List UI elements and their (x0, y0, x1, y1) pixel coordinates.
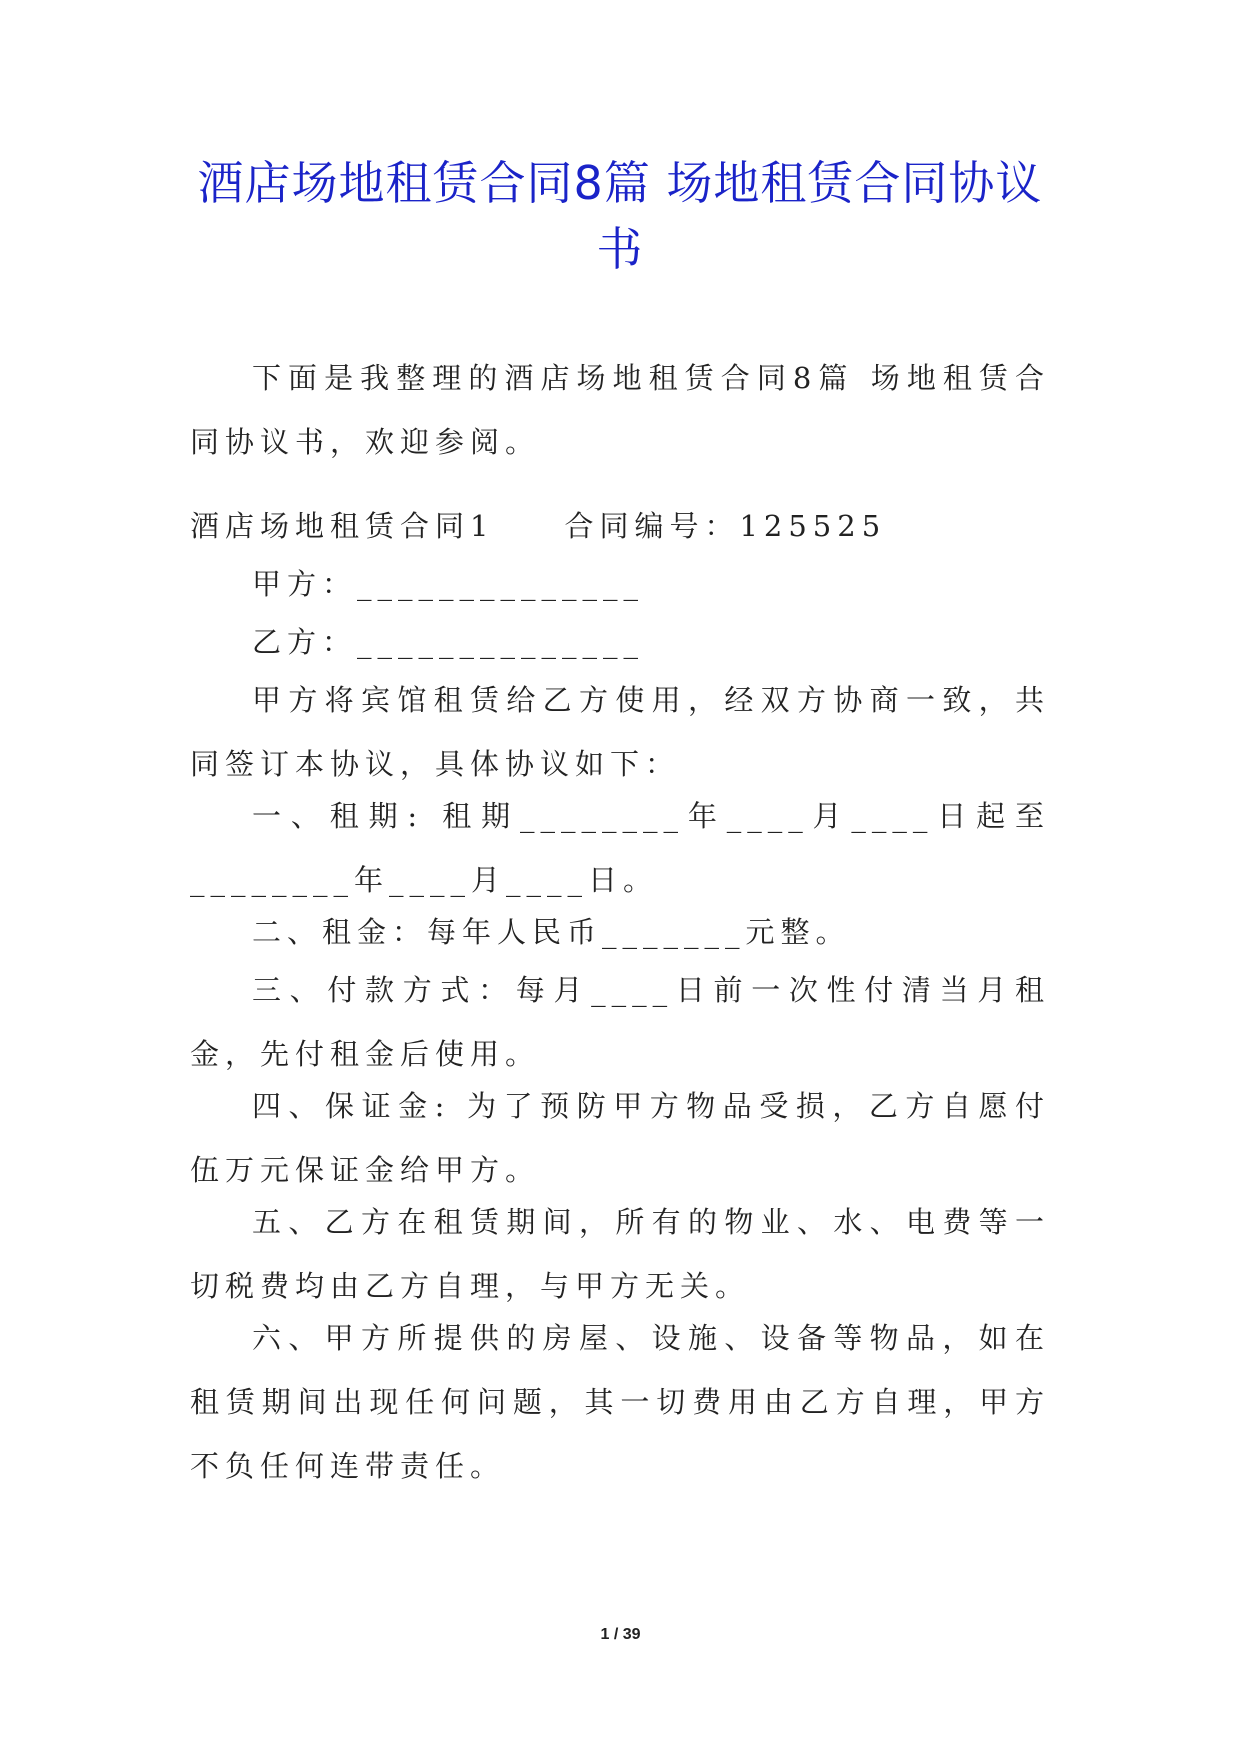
clause-utilities: 五、乙方在租赁期间，所有的物业、水、电费等一切税费均由乙方自理，与甲方无关。 (190, 1205, 1050, 1303)
clause-rent: 二、租金：每年人民币_______元整。 (252, 915, 851, 949)
clause-lease-term: 一、租期: 租期________年____月____日起至________年____月____日。 (190, 799, 1050, 897)
clause-deposit: 四、保证金: 为了预防甲方物品受损，乙方自愿付伍万元保证金给甲方。 (190, 1089, 1050, 1187)
party-b-line: 乙方：______________ (252, 625, 645, 659)
intro-paragraph: 下面是我整理的酒店场地租赁合同8篇 场地租赁合同协议书，欢迎参阅。 (190, 361, 1050, 459)
clause-payment-method: 三、付款方式：每月____日前一次性付清当月租金，先付租金后使用。 (190, 973, 1050, 1071)
document-title: 酒店场地租赁合同8篇 场地租赁合同协议书 (197, 156, 1043, 276)
clause-liability: 六、甲方所提供的房屋、设施、设备等物品，如在租赁期间出现任何问题，其一切费用由乙方自理，甲方不负任何连带责任。 (190, 1321, 1050, 1483)
party-a-line: 甲方：______________ (252, 567, 645, 601)
contract-heading: 酒店场地租赁合同1 合同编号：125525 (190, 509, 887, 543)
page-number: 1 / 39 (600, 1626, 641, 1643)
preamble-paragraph: 甲方将宾馆租赁给乙方使用，经双方协商一致，共同签订本协议，具体协议如下： (190, 683, 1050, 781)
